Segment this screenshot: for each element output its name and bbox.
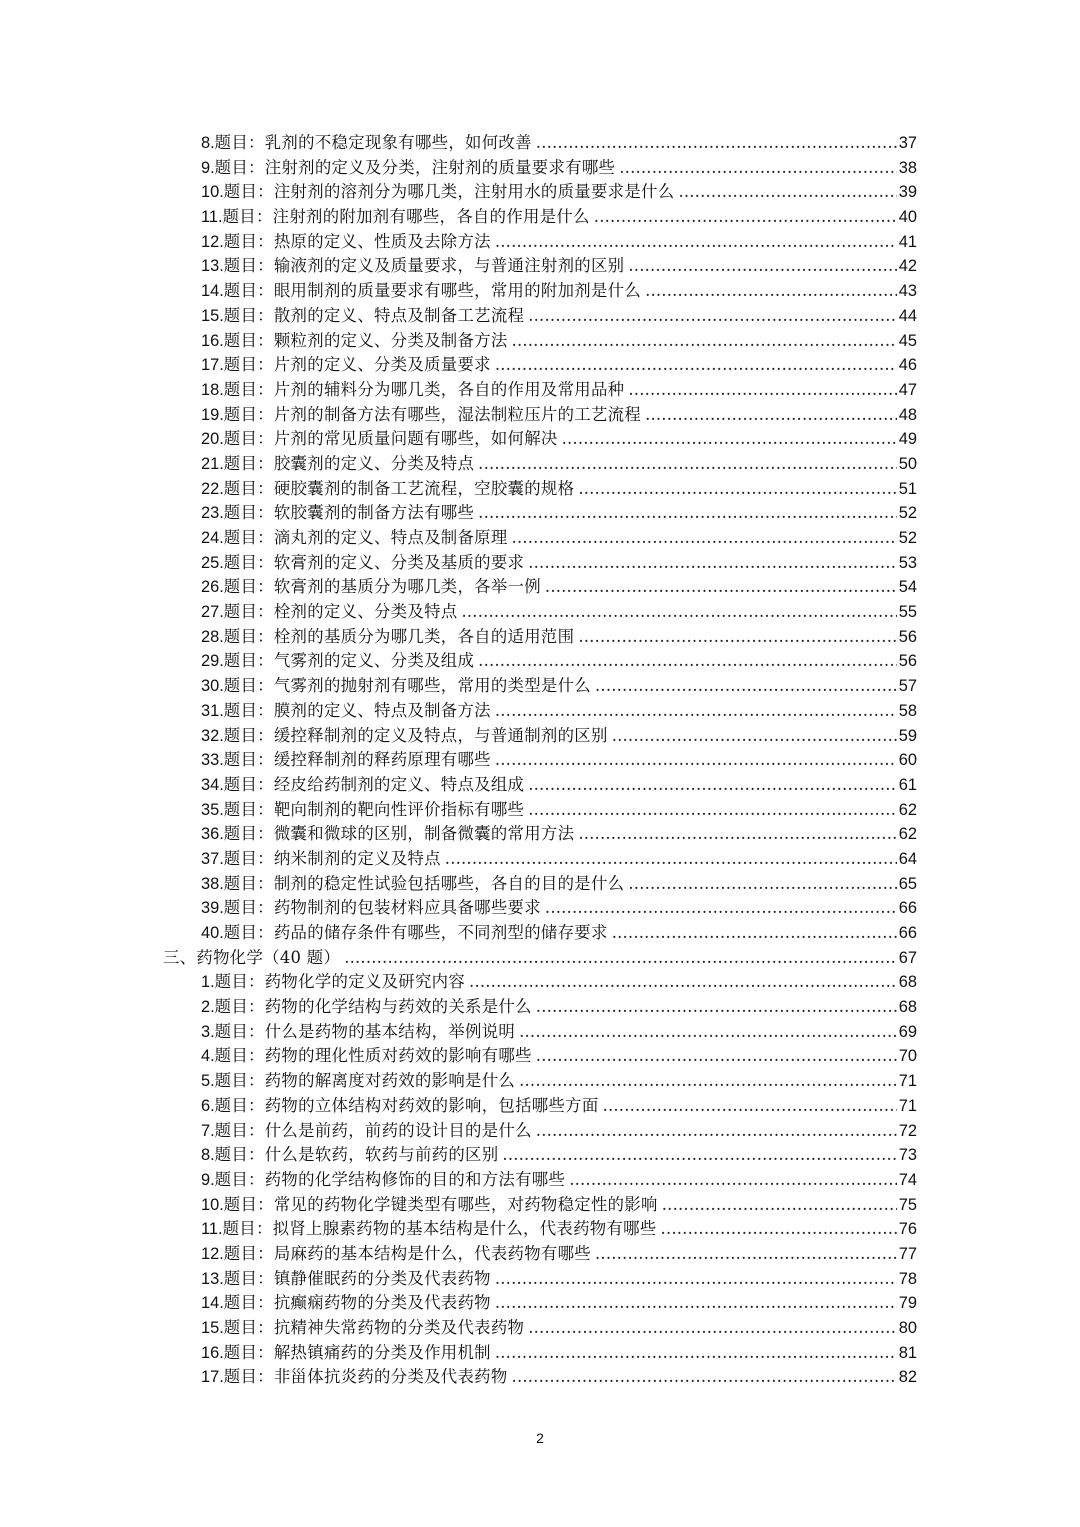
toc-entry-page: 58 xyxy=(898,701,917,720)
toc-entry-number: 12. xyxy=(201,232,224,251)
toc-entry-page: 43 xyxy=(898,282,917,301)
toc-entry-title: 题目：缓控释制剂的定义及特点，与普通制剂的区别 xyxy=(223,725,608,745)
toc-entry[interactable] xyxy=(163,1267,917,1292)
toc-entry-title: 题目：气雾剂的抛射剂有哪些，常用的类型是什么 xyxy=(223,676,591,696)
toc-entry-number: 6. xyxy=(201,1096,215,1115)
toc-entry-page: 48 xyxy=(898,405,917,424)
toc-entry-number: 8. xyxy=(201,1146,215,1165)
toc-dot-leader xyxy=(519,1069,897,1094)
toc-entry[interactable] xyxy=(163,501,917,526)
toc-entry-title: 题目：注射剂的溶剂分为哪几类，注射用水的质量要求是什么 xyxy=(223,182,675,202)
toc-entry-title: 题目：注射剂的附加剂有哪些，各自的作用是什么 xyxy=(222,207,590,227)
toc-entry[interactable] xyxy=(163,526,917,551)
toc-dot-leader xyxy=(528,773,897,798)
toc-entry[interactable] xyxy=(163,403,917,428)
toc-entry-title: 题目：注射剂的定义及分类，注射剂的质量要求有哪些 xyxy=(214,157,616,177)
toc-section-entry[interactable] xyxy=(163,946,917,971)
toc-entry-number: 33. xyxy=(201,751,224,770)
toc-entry-page: 62 xyxy=(898,800,917,819)
toc-entry-page: 61 xyxy=(898,775,917,794)
toc-entry-number: 25. xyxy=(201,553,224,572)
toc-dot-leader xyxy=(512,1365,897,1390)
toc-dot-leader xyxy=(545,896,897,921)
toc-entry-number: 17. xyxy=(201,356,224,375)
toc-dot-leader xyxy=(562,427,897,452)
toc-entry[interactable] xyxy=(163,1217,917,1242)
toc-entry-title: 题目：气雾剂的定义、分类及组成 xyxy=(223,651,475,671)
toc-entry-page: 82 xyxy=(898,1368,917,1387)
toc-entry[interactable] xyxy=(163,600,917,625)
toc-entry-page: 68 xyxy=(898,998,917,1017)
toc-entry-number: 35. xyxy=(201,800,224,819)
toc-entry-title: 题目：膜剂的定义、特点及制备方法 xyxy=(223,700,491,720)
toc-dot-leader xyxy=(478,501,897,526)
toc-entry[interactable] xyxy=(163,1020,917,1045)
toc-entry-title: 题目：局麻药的基本结构是什么，代表药物有哪些 xyxy=(223,1243,591,1263)
toc-entry-title: 题目：药物制剂的包装材料应具备哪些要求 xyxy=(223,898,541,918)
toc-entry-title: 题目：软胶囊剂的制备方法有哪些 xyxy=(223,503,475,523)
toc-entry[interactable] xyxy=(163,921,917,946)
toc-entry-page: 56 xyxy=(898,652,917,671)
toc-entry-page: 74 xyxy=(898,1170,917,1189)
toc-entry-page: 46 xyxy=(898,356,917,375)
toc-entry-page: 80 xyxy=(898,1319,917,1337)
toc-entry-number: 28. xyxy=(201,627,224,646)
toc-entry-number: 39. xyxy=(201,899,224,918)
toc-dot-leader xyxy=(478,649,897,674)
toc-entry[interactable] xyxy=(163,1143,917,1168)
toc-entry-page: 39 xyxy=(898,183,917,202)
toc-entry-page: 52 xyxy=(898,504,917,523)
toc-dot-leader xyxy=(595,1242,897,1267)
toc-entry-number: 18. xyxy=(201,380,224,399)
toc-entry[interactable] xyxy=(163,551,917,576)
toc-entry-page: 44 xyxy=(898,306,917,325)
toc-dot-leader xyxy=(595,674,897,699)
toc-entry[interactable] xyxy=(163,477,917,502)
toc-entry-title: 题目：药物的理化性质对药效的影响有哪些 xyxy=(214,1046,532,1066)
toc-dot-leader xyxy=(495,699,897,724)
toc-entry-page: 45 xyxy=(898,331,917,350)
toc-entry-page: 53 xyxy=(898,553,917,572)
toc-entry-title: 题目：药物的解离度对药效的影响是什么 xyxy=(214,1071,516,1091)
toc-dot-leader xyxy=(528,798,897,823)
toc-entry-title: 题目：栓剂的定义、分类及特点 xyxy=(223,602,458,622)
toc-entry-number: 32. xyxy=(201,726,224,745)
toc-dot-leader xyxy=(528,1316,897,1341)
toc-entry-page: 78 xyxy=(898,1269,917,1288)
toc-entry-title: 题目：药物的化学结构与药效的关系是什么 xyxy=(214,997,532,1017)
toc-dot-leader xyxy=(344,946,897,971)
toc-entry-page: 42 xyxy=(898,257,917,276)
toc-entry[interactable] xyxy=(163,353,917,378)
toc-entry-number: 21. xyxy=(201,454,224,473)
toc-entry-title: 题目：栓剂的基质分为哪几类，各自的适用范围 xyxy=(223,626,575,646)
toc-entry[interactable] xyxy=(163,279,917,304)
toc-entry[interactable] xyxy=(163,798,917,823)
toc-dot-leader xyxy=(495,748,897,773)
toc-entry[interactable] xyxy=(163,872,917,897)
toc-entry-page: 70 xyxy=(898,1047,917,1066)
toc-entry-number: 4. xyxy=(201,1047,215,1066)
toc-entry-page: 77 xyxy=(898,1244,917,1263)
toc-entry[interactable] xyxy=(163,970,917,995)
toc-dot-leader xyxy=(628,872,896,897)
toc-dot-leader xyxy=(478,452,897,477)
toc-entry-page: 38 xyxy=(898,158,917,177)
toc-entry-page: 60 xyxy=(898,751,917,770)
toc-entry-title: 题目：片剂的辅料分为哪几类，各自的作用及常用品种 xyxy=(223,379,625,399)
toc-dot-leader xyxy=(495,230,897,255)
toc-entry-number: 19. xyxy=(201,405,224,424)
toc-entry-page: 75 xyxy=(898,1195,917,1214)
toc-entry[interactable] xyxy=(163,995,917,1020)
toc-entry-title: 题目：镇静催眠药的分类及代表药物 xyxy=(223,1268,491,1288)
toc-dot-leader xyxy=(528,304,897,329)
toc-entry-number: 20. xyxy=(201,430,224,449)
toc-entry-number: 16. xyxy=(201,331,224,350)
toc-dot-leader xyxy=(536,131,897,156)
toc-dot-leader xyxy=(661,1217,897,1242)
toc-entry[interactable] xyxy=(163,773,917,798)
toc-entry-page: 55 xyxy=(898,603,917,622)
toc-entry-page: 69 xyxy=(898,1022,917,1041)
toc-entry-number: 23. xyxy=(201,504,224,523)
toc-entry-title: 题目：药品的储存条件有哪些，不同剂型的储存要求 xyxy=(223,923,608,942)
toc-dot-leader xyxy=(578,822,896,847)
toc-entry[interactable] xyxy=(163,748,917,773)
toc-entry-page: 62 xyxy=(898,825,917,844)
toc-dot-leader xyxy=(569,1168,897,1193)
toc-entry-number: 11. xyxy=(201,208,223,227)
toc-dot-leader xyxy=(603,1094,897,1119)
toc-entry[interactable] xyxy=(163,427,917,452)
toc-dot-leader xyxy=(495,353,897,378)
toc-entry[interactable] xyxy=(163,1044,917,1069)
toc-entry-page: 37 xyxy=(898,134,917,152)
toc-entry-number: 40. xyxy=(201,924,224,942)
toc-entry-title: 题目：颗粒剂的定义、分类及制备方法 xyxy=(223,330,508,350)
toc-entry[interactable] xyxy=(163,205,917,230)
toc-dot-leader xyxy=(536,1119,897,1144)
toc-entry-title: 题目：常见的药物化学键类型有哪些，对药物稳定性的影响 xyxy=(223,1194,658,1214)
toc-entry[interactable] xyxy=(163,304,917,329)
toc-entry-number: 11. xyxy=(201,1220,223,1239)
toc-entry-title: 题目：热原的定义、性质及去除方法 xyxy=(223,231,491,251)
toc-entry[interactable] xyxy=(163,649,917,674)
toc-entry-title: 题目：药物的化学结构修饰的目的和方法有哪些 xyxy=(214,1169,566,1189)
toc-dot-leader xyxy=(495,1341,897,1366)
toc-entry[interactable] xyxy=(163,896,917,921)
toc-entry-title: 题目：抗精神失常药物的分类及代表药物 xyxy=(223,1318,525,1337)
toc-entry-page: 67 xyxy=(898,948,917,967)
toc-entry-number: 13. xyxy=(201,1269,224,1288)
toc-entry-number: 14. xyxy=(201,1294,224,1313)
toc-entry[interactable] xyxy=(163,131,917,156)
toc-entry-title: 题目：制剂的稳定性试验包括哪些，各自的目的是什么 xyxy=(223,873,625,893)
toc-entry[interactable] xyxy=(163,1168,917,1193)
toc-dot-leader xyxy=(519,1020,897,1045)
toc-entry-number: 30. xyxy=(201,677,224,696)
toc-entry-page: 65 xyxy=(898,874,917,893)
toc-dot-leader xyxy=(495,1267,897,1292)
toc-entry-title: 题目：散剂的定义、特点及制备工艺流程 xyxy=(223,305,525,325)
toc-entry-title: 题目：片剂的定义、分类及质量要求 xyxy=(223,355,491,375)
toc-entry-title: 题目：输液剂的定义及质量要求，与普通注射剂的区别 xyxy=(223,256,625,276)
toc-entry[interactable] xyxy=(163,452,917,477)
toc-entry-number: 7. xyxy=(201,1121,215,1140)
toc-entry-page: 66 xyxy=(898,924,917,942)
toc-entry-title: 题目：拟肾上腺素药物的基本结构是什么，代表药物有哪些 xyxy=(222,1219,657,1239)
toc-entry[interactable] xyxy=(163,1242,917,1267)
toc-entry-title: 题目：软膏剂的基质分为哪几类，各举一例 xyxy=(223,577,541,597)
toc-dot-leader xyxy=(678,180,896,205)
toc-entry[interactable] xyxy=(163,378,917,403)
toc-entry-title: 题目：胶囊剂的定义、分类及特点 xyxy=(223,453,475,473)
toc-entry-number: 10. xyxy=(201,1195,224,1214)
toc-entry-page: 81 xyxy=(898,1343,917,1362)
toc-entry-number: 22. xyxy=(201,479,224,498)
toc-entry[interactable] xyxy=(163,1119,917,1144)
toc-entry-page: 73 xyxy=(898,1146,917,1165)
toc-dot-leader xyxy=(461,600,896,625)
toc-dot-leader xyxy=(612,724,897,749)
toc-entry-page: 50 xyxy=(898,454,917,473)
toc-entry-number: 24. xyxy=(201,529,224,547)
toc-dot-leader xyxy=(469,970,897,995)
toc-entry[interactable] xyxy=(163,1193,917,1218)
toc-entry-page: 68 xyxy=(898,973,917,992)
toc-entry[interactable] xyxy=(163,724,917,749)
toc-entry-title: 题目：硬胶囊剂的制备工艺流程，空胶囊的规格 xyxy=(223,478,575,498)
toc-dot-leader xyxy=(512,526,897,551)
toc-entry[interactable] xyxy=(163,329,917,354)
toc-dot-leader xyxy=(612,921,897,946)
toc-entry-title: 题目：非甾体抗炎药的分类及代表药物 xyxy=(223,1367,508,1387)
toc-entry-number: 10. xyxy=(201,183,224,202)
toc-entry[interactable] xyxy=(163,847,917,872)
toc-entry-number: 9. xyxy=(201,1170,215,1189)
toc-entry[interactable] xyxy=(163,1291,917,1316)
toc-entry-title: 题目：片剂的制备方法有哪些，湿法制粒压片的工艺流程 xyxy=(223,404,642,424)
toc-entry-number: 16. xyxy=(201,1343,224,1362)
toc-entry-page: 41 xyxy=(898,232,917,251)
toc-entry-number: 29. xyxy=(201,652,224,671)
toc-entry-page: 71 xyxy=(898,1096,917,1115)
toc-entry-page: 54 xyxy=(898,578,917,597)
toc-dot-leader xyxy=(662,1193,897,1218)
toc-entry-page: 40 xyxy=(898,208,917,227)
toc-entry-page: 51 xyxy=(898,479,917,498)
toc-dot-leader xyxy=(578,477,896,502)
toc-entry[interactable] xyxy=(163,625,917,650)
toc-entry-number: 15. xyxy=(201,306,224,325)
toc-entry-number: 2. xyxy=(201,998,215,1017)
toc-entry-title: 题目：眼用制剂的质量要求有哪些，常用的附加剂是什么 xyxy=(223,281,642,301)
toc-entry-title: 三、药物化学（40 题） xyxy=(163,947,341,967)
toc-entry-title: 题目：缓控释制剂的释药原理有哪些 xyxy=(223,750,491,770)
toc-entry-page: 72 xyxy=(898,1121,917,1140)
toc-entry-title: 题目：什么是药物的基本结构，举例说明 xyxy=(214,1021,516,1041)
toc-entry-number: 26. xyxy=(201,578,224,597)
toc-entry-number: 34. xyxy=(201,775,224,794)
toc-entry-title: 题目：药物化学的定义及研究内容 xyxy=(214,972,466,992)
toc-entry-page: 52 xyxy=(898,529,917,547)
toc-entry-number: 38. xyxy=(201,874,224,893)
toc-entry-page: 64 xyxy=(898,849,917,868)
toc-dot-leader xyxy=(578,625,896,650)
toc-entry-number: 17. xyxy=(201,1368,224,1387)
toc-entry[interactable] xyxy=(163,1094,917,1119)
toc-entry-page: 66 xyxy=(898,899,917,918)
toc-entry-page: 76 xyxy=(898,1220,917,1239)
toc-entry[interactable] xyxy=(163,156,917,181)
toc-entry-number: 12. xyxy=(201,1244,224,1263)
toc-entry-title: 题目：滴丸剂的定义、特点及制备原理 xyxy=(223,528,508,547)
toc-dot-leader xyxy=(445,847,897,872)
toc-entry-page: 57 xyxy=(898,677,917,696)
toc-dot-leader xyxy=(502,1143,896,1168)
toc-entry[interactable] xyxy=(163,1341,917,1366)
table-of-contents xyxy=(163,131,917,1390)
toc-entry-title: 题目：片剂的常见质量问题有哪些，如何解决 xyxy=(223,429,558,449)
toc-dot-leader xyxy=(645,279,897,304)
toc-entry[interactable] xyxy=(163,1069,917,1094)
toc-entry-title: 题目：什么是软药，软药与前药的区别 xyxy=(214,1145,499,1165)
toc-entry-title: 题目：药物的立体结构对药效的影响，包括哪些方面 xyxy=(214,1095,599,1115)
toc-entry-title: 题目：解热镇痛药的分类及作用机制 xyxy=(223,1342,491,1362)
toc-entry-page: 47 xyxy=(898,380,917,399)
toc-entry[interactable] xyxy=(163,180,917,205)
toc-entry-title: 题目：靶向制剂的靶向性评价指标有哪些 xyxy=(223,799,525,819)
toc-entry-number: 36. xyxy=(201,825,224,844)
toc-entry-title: 题目：乳剂的不稳定现象有哪些，如何改善 xyxy=(214,133,532,152)
toc-entry-number: 1. xyxy=(201,973,215,992)
toc-entry-title: 题目：抗癫痫药物的分类及代表药物 xyxy=(223,1293,491,1313)
toc-entry-title: 题目：微囊和微球的区别，制备微囊的常用方法 xyxy=(223,824,575,844)
toc-dot-leader xyxy=(512,329,897,354)
toc-entry-number: 9. xyxy=(201,158,215,177)
toc-entry-page: 79 xyxy=(898,1294,917,1313)
toc-dot-leader xyxy=(545,575,897,600)
toc-entry-number: 14. xyxy=(201,282,224,301)
toc-dot-leader xyxy=(528,551,897,576)
toc-entry-number: 3. xyxy=(201,1022,215,1041)
toc-entry-number: 27. xyxy=(201,603,224,622)
toc-entry[interactable] xyxy=(163,1316,917,1341)
toc-entry[interactable] xyxy=(163,230,917,255)
toc-dot-leader xyxy=(536,995,897,1020)
toc-entry-number: 15. xyxy=(201,1319,224,1337)
toc-entry[interactable] xyxy=(163,699,917,724)
toc-dot-leader xyxy=(619,156,897,181)
toc-entry-title: 题目：什么是前药，前药的设计目的是什么 xyxy=(214,1120,532,1140)
toc-dot-leader xyxy=(628,254,896,279)
toc-dot-leader xyxy=(495,1291,897,1316)
toc-entry[interactable] xyxy=(163,254,917,279)
toc-entry-page: 71 xyxy=(898,1072,917,1091)
toc-dot-leader xyxy=(594,205,897,230)
page-number: 2 xyxy=(536,1430,544,1446)
toc-entry-number: 31. xyxy=(201,701,224,720)
toc-entry-page: 56 xyxy=(898,627,917,646)
toc-entry-number: 37. xyxy=(201,849,224,868)
toc-entry-page: 59 xyxy=(898,726,917,745)
toc-entry[interactable] xyxy=(163,1365,917,1390)
toc-entry-number: 5. xyxy=(201,1072,215,1091)
toc-dot-leader xyxy=(536,1044,897,1069)
toc-entry-title: 题目：软膏剂的定义、分类及基质的要求 xyxy=(223,552,525,572)
toc-entry[interactable] xyxy=(163,674,917,699)
toc-entry-page: 49 xyxy=(898,430,917,449)
toc-entry[interactable] xyxy=(163,822,917,847)
toc-entry-number: 13. xyxy=(201,257,224,276)
toc-entry-number: 8. xyxy=(201,134,215,152)
toc-entry-title: 题目：纳米制剂的定义及特点 xyxy=(223,848,441,868)
toc-entry-title: 题目：经皮给药制剂的定义、特点及组成 xyxy=(223,774,525,794)
toc-dot-leader xyxy=(645,403,897,428)
toc-entry[interactable] xyxy=(163,575,917,600)
toc-dot-leader xyxy=(628,378,896,403)
